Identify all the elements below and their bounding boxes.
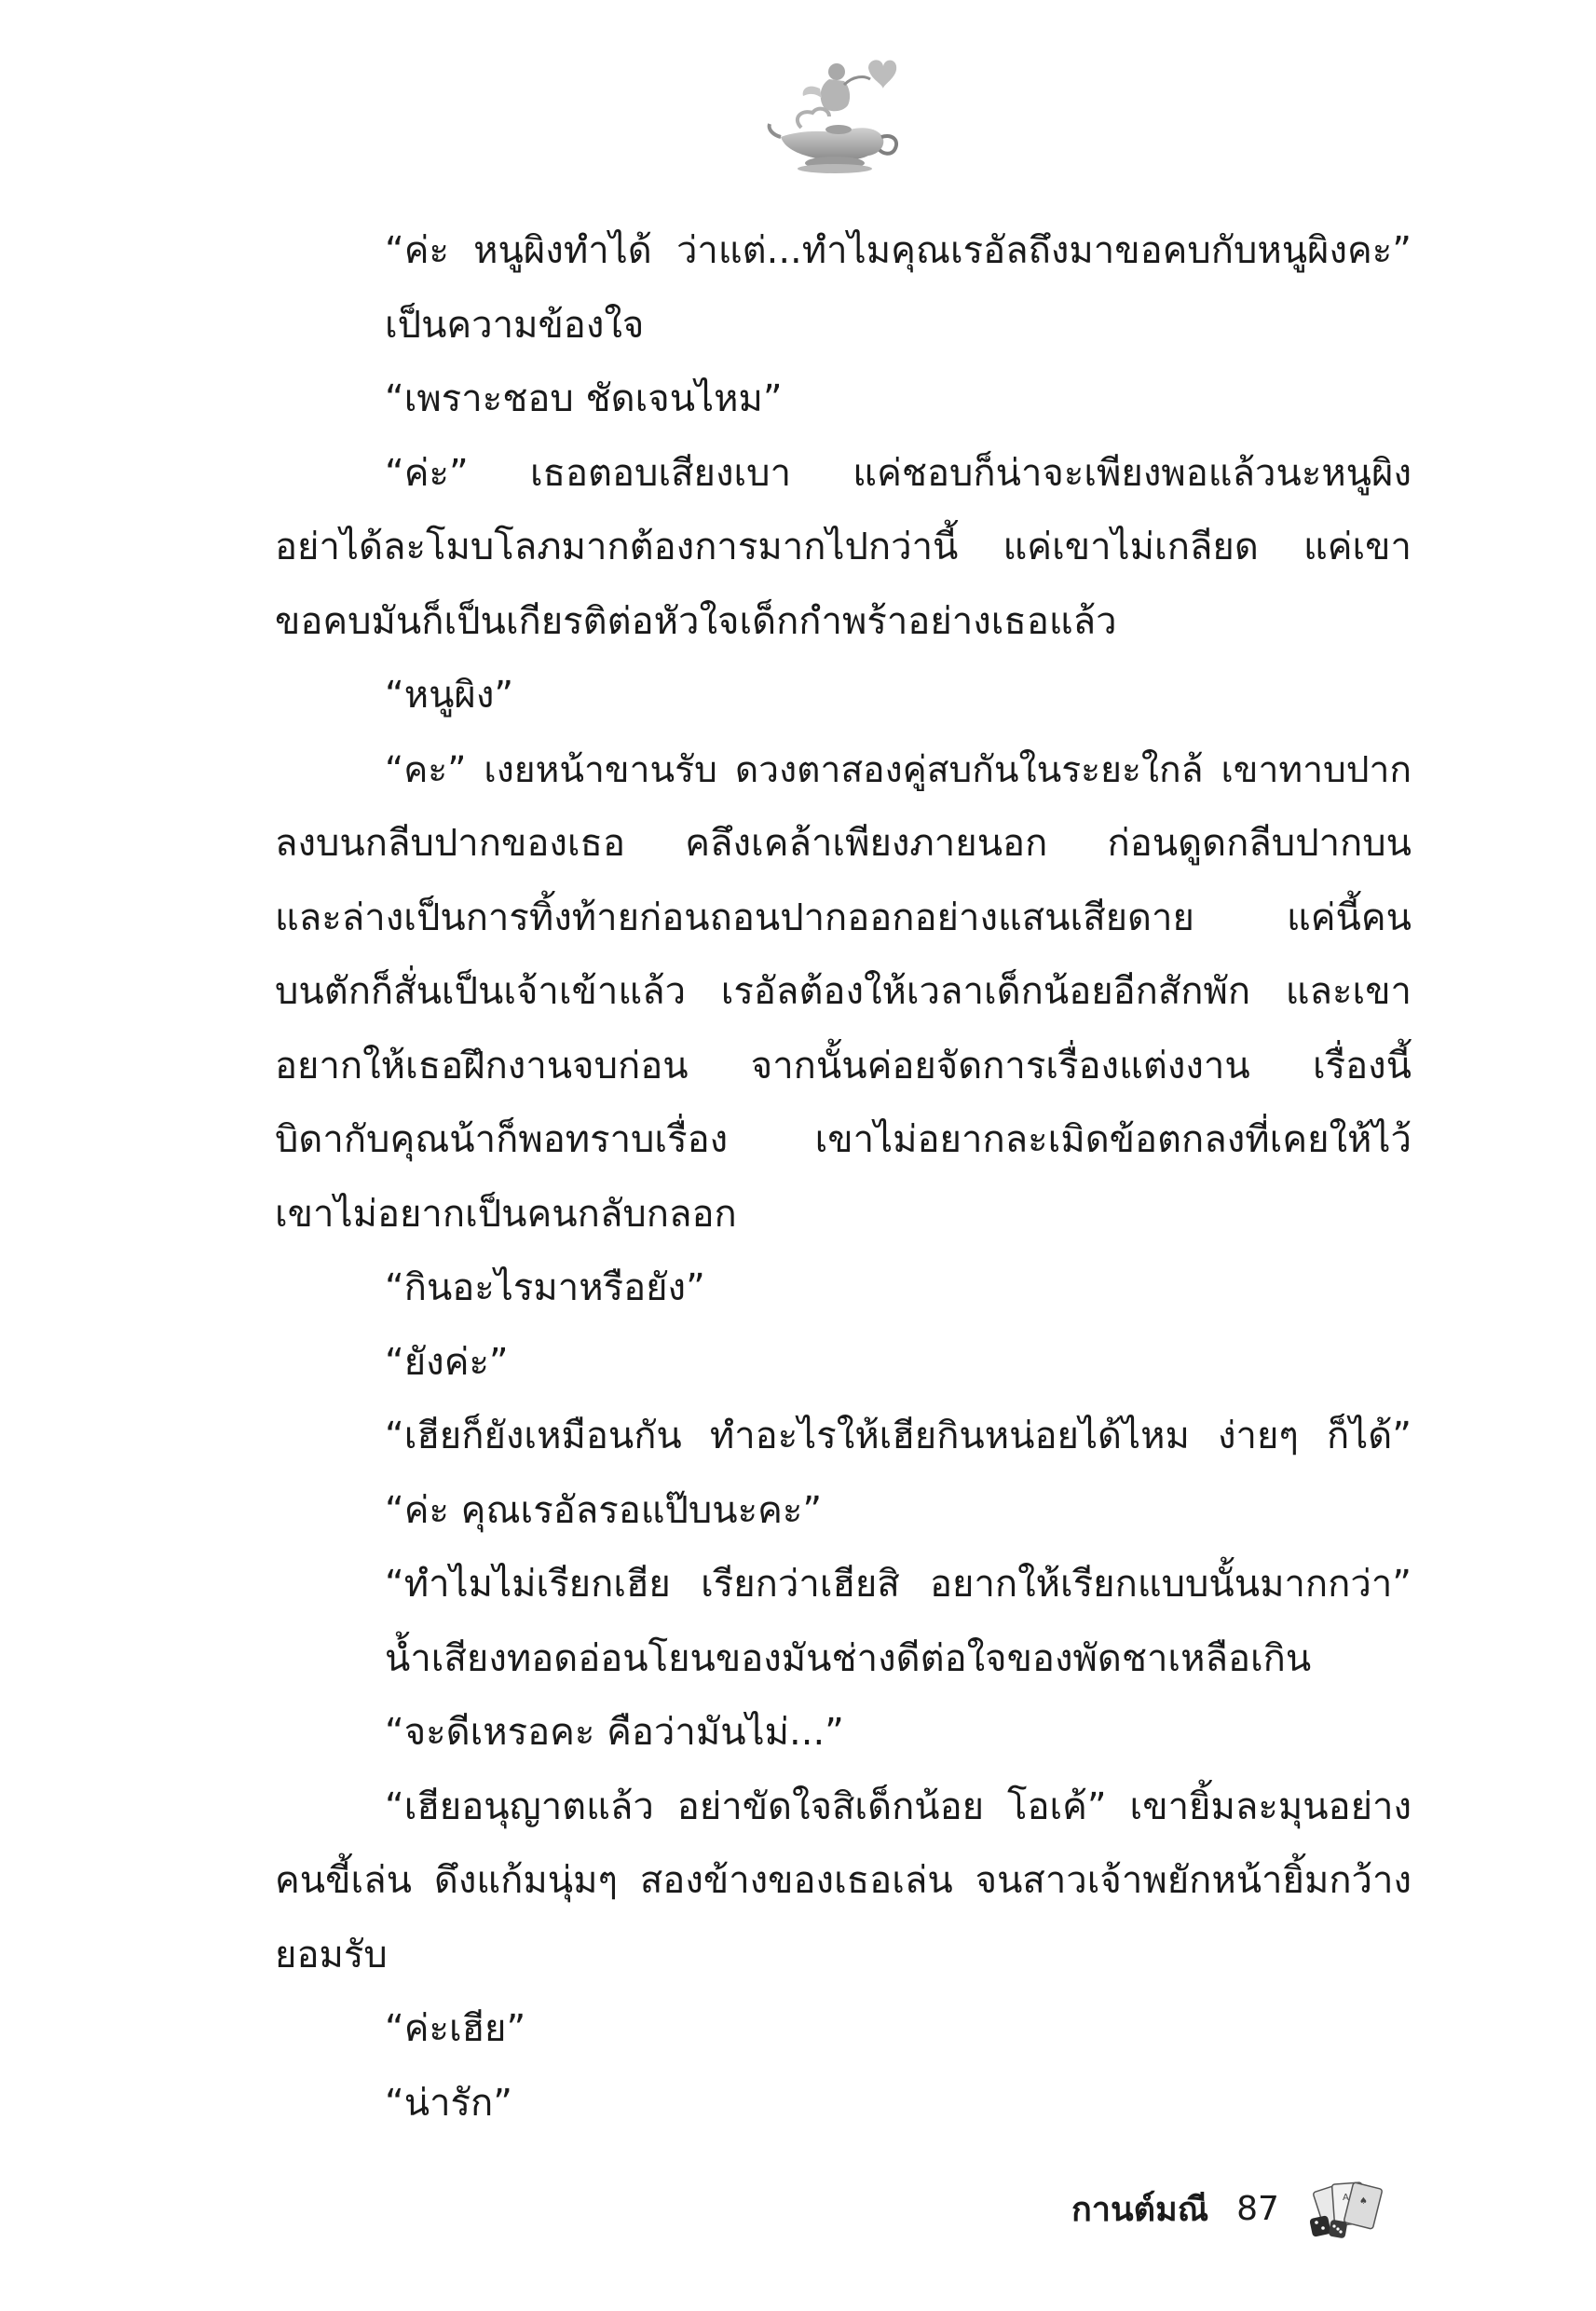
- text-line: “ยังค่ะ”: [385, 1340, 509, 1384]
- text-line: อยากให้เธอฝึกงานจบก่อน จากนั้นค่อยจัดการเรื่องแต่งงาน เรื่องนี้: [275, 1044, 1412, 1087]
- svg-text:♠: ♠: [1358, 2196, 1368, 2207]
- text-line: “หนูผิง”: [385, 674, 514, 717]
- text-line: “กินอะไรมาหรือยัง”: [385, 1266, 705, 1309]
- magic-lamp-with-cupid-icon: [764, 51, 904, 177]
- text-line: “ค่ะ หนูผิงทำได้ ว่าแต่...ทำไมคุณเรอัลถึงมาขอคบกับหนูผิงคะ”: [385, 229, 1412, 272]
- text-line: ขอคบมันก็เป็นเกียรติต่อหัวใจเด็กกำพร้าอย่างเธอแล้ว: [275, 599, 1117, 643]
- text-line: บิดากับคุณน้าก็พอทราบเรื่อง เขาไม่อยากละเมิดข้อตกลงที่เคยให้ไว้: [275, 1118, 1412, 1161]
- text-line: “เฮียก็ยังเหมือนกัน ทำอะไรให้เฮียกินหน่อยได้ไหม ง่ายๆ ก็ได้”: [385, 1415, 1412, 1457]
- text-line: บนตักก็สั่นเป็นเจ้าเข้าแล้ว เรอัลต้องให้เวลาเด็กน้อยอีกสักพัก และเขา: [275, 970, 1412, 1013]
- text-line: “ค่ะเฮีย”: [385, 2007, 526, 2050]
- text-line: “น่ารัก”: [385, 2081, 512, 2125]
- text-line: “เฮียอนุญาตแล้ว อย่าขัดใจสิเด็กน้อย โอเค้” เขายิ้มละมุนอย่าง: [385, 1785, 1412, 1828]
- text-line: และล่างเป็นการทิ้งท้ายก่อนถอนปากออกอย่างแสนเสียดาย แค่นี้คน: [275, 896, 1412, 939]
- text-line: ลงบนกลีบปากของเธอ คลึงเคล้าเพียงภายนอก ก่อนดูดกลีบปากบน: [275, 822, 1412, 865]
- page-footer: [1071, 2176, 1391, 2241]
- page-number: 87: [1236, 2189, 1279, 2228]
- text-line: ยอมรับ: [275, 1933, 388, 1976]
- text-line: เขาไม่อยากเป็นคนกลับกลอก: [275, 1192, 737, 1236]
- text-line: เป็นความข้องใจ: [385, 303, 645, 347]
- text-line: “จะดีเหรอคะ คือว่ามันไม่...”: [385, 1711, 844, 1754]
- text-line: คนขี้เล่น ดึงแก้มนุ่มๆ สองข้างของเธอเล่น จนสาวเจ้าพยักหน้ายิ้มกว้าง: [275, 1859, 1412, 1902]
- playing-cards-and-dice-icon: [1305, 2176, 1391, 2241]
- body-text: [275, 214, 1412, 2140]
- text-line: น้ำเสียงทอดอ่อนโยนของมันช่างดีต่อใจของพัดชาเหลือเกิน: [385, 1636, 1312, 1680]
- text-line: “ค่ะ” เธอตอบเสียงเบา แค่ชอบก็น่าจะเพียงพอแล้วนะหนูผิง: [385, 451, 1412, 495]
- text-line: “เพราะชอบ ชัดเจนไหม”: [385, 377, 783, 420]
- svg-text:A: A: [1342, 2193, 1349, 2203]
- text-line: “ทำไมไม่เรียกเฮีย เรียกว่าเฮียสิ อยากให้เรียกแบบนั้นมากกว่า”: [385, 1563, 1412, 1606]
- author-name: กานต์มณี: [1071, 2190, 1209, 2229]
- text-line: “คะ” เงยหน้าขานรับ ดวงตาสองคู่สบกันในระยะใกล้ เขาทาบปาก: [385, 748, 1412, 791]
- text-line: “ค่ะ คุณเรอัลรอแป๊บนะคะ”: [385, 1488, 823, 1532]
- text-line: อย่าได้ละโมบโลภมากต้องการมากไปกว่านี้ แค่เขาไม่เกลียด แค่เขา: [275, 526, 1412, 568]
